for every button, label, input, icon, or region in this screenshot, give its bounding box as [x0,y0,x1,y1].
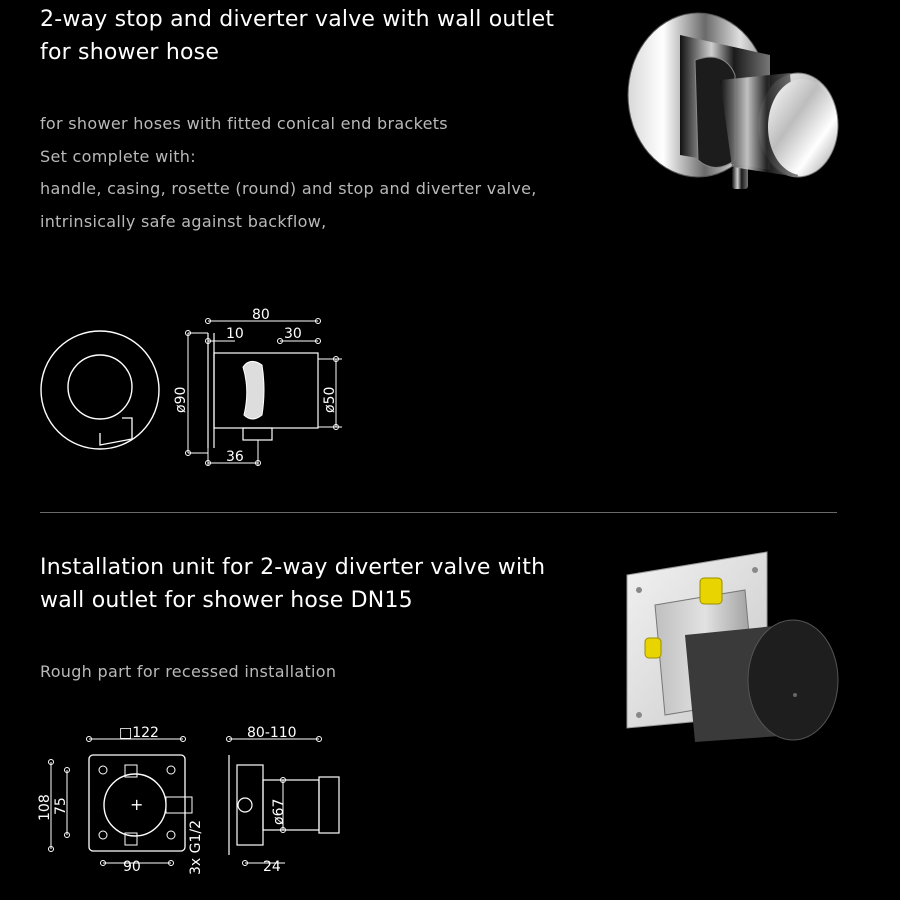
cylinder-face-shape [748,620,838,740]
product2-desc-line: Rough part for recessed installation [40,662,337,681]
product2-description [40,656,336,689]
product1-desc-line: intrinsically safe against backflow, [40,211,327,231]
dim-10-label: 10 [226,326,244,342]
yellow-cap-side [645,638,661,658]
dim-90-label: ø90 [173,386,189,413]
dim-30-label: 30 [284,326,302,342]
product1-title-line2: for shower hose [40,40,220,65]
product2-title [40,551,545,617]
product1-desc-line: Set complete with: [40,146,196,166]
dim-36-label: 36 [226,449,244,465]
product2-photo [615,550,865,750]
side-body-rect [237,765,263,845]
dim-90-2-label: 90 [123,859,141,875]
yellow-cap-top [700,578,722,604]
bracket-side-shape [243,361,264,419]
product1-desc-line: for shower hoses with fitted conical end brackets [40,114,448,133]
dim-122-label: □122 [119,725,159,741]
dim-50-label: ø50 [322,386,338,413]
handle-front-circle [68,355,132,419]
product2-title-line2: wall outlet for shower hose DN15 [40,588,413,613]
dim-80-label: 80 [252,307,270,323]
product1-photo [620,5,850,195]
dim-108-label: 108 [37,794,53,821]
dim-75-label: 75 [53,797,69,815]
product1-desc-line: handle, casing, rosette (round) and stop and diverter valve, [40,179,537,198]
product1-drawing [30,305,370,475]
outlet-front-shape [100,418,132,445]
outlet-nozzle-shape [732,167,748,189]
product1-title [40,3,554,69]
svg-text:+: + [130,795,144,814]
dim-24-label: 24 [263,859,281,875]
rosette-front-circle [41,331,159,449]
handle-face-shape [768,79,836,175]
product1-title-line1: 2-way stop and diverter valve with wall outlet [40,7,555,32]
product1-description [40,108,537,238]
dim-80-110-label: 80-110 [247,725,297,741]
casing-side-rect [214,353,318,428]
section-divider [40,512,837,513]
dim-67-label: ø67 [271,798,287,825]
product2-title-line1: Installation unit for 2-way diverter valve with [40,555,546,580]
dim-thread-label: 3x G1/2 [188,819,204,875]
description-fade [40,232,600,262]
product2-drawing [35,725,355,885]
